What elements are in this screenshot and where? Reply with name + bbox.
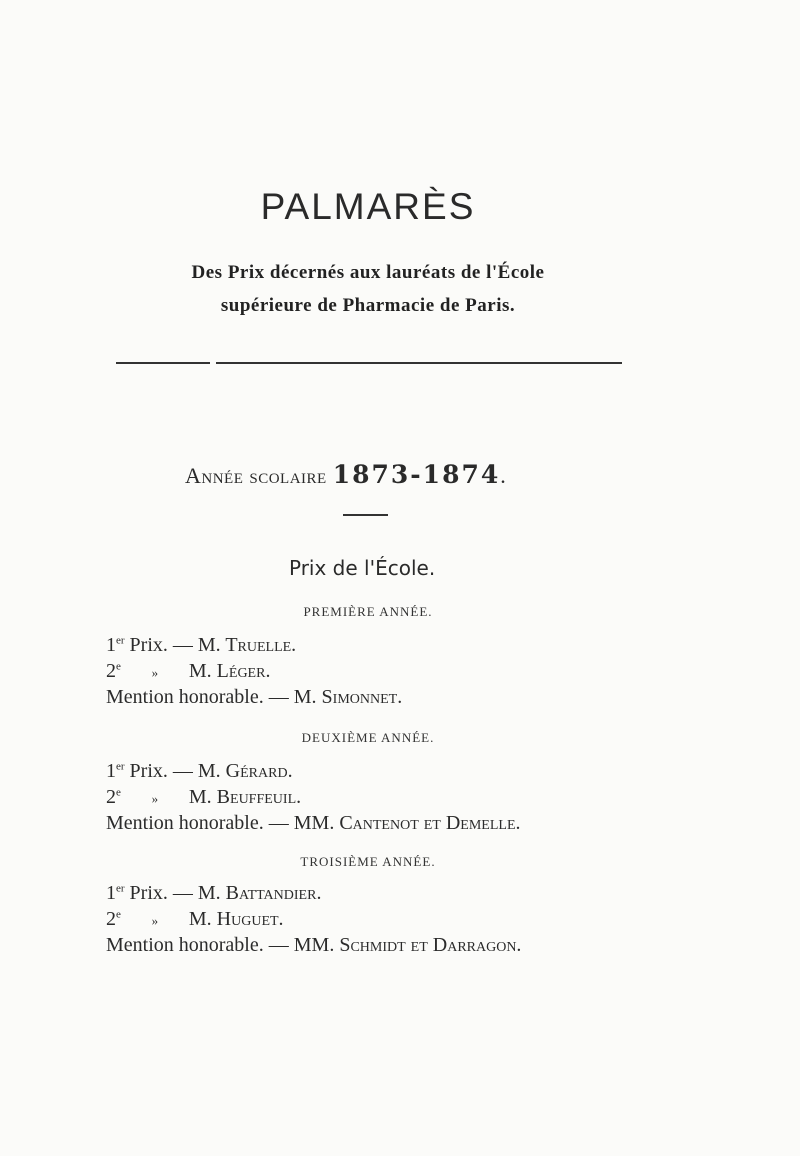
rank-suffix: er (116, 760, 125, 773)
subtitle-line-2: supérieure de Pharmacie de Paris. (220, 295, 516, 316)
divider-gap (210, 359, 216, 367)
rank-suffix: e (116, 660, 121, 673)
laureate-name: M. Simonnet. (293, 686, 403, 708)
laureate-name: MM. Cantenot et Demelle. (293, 812, 521, 834)
short-divider (343, 514, 388, 516)
prize-line (106, 660, 270, 683)
laureate-name: M. Gérard. (197, 760, 293, 782)
laureate-name: M. Beuffeuil. (188, 786, 302, 808)
year-heading-2: DEUXIÈME ANNÉE. (301, 730, 435, 745)
prize-line (106, 812, 521, 835)
laureate-name: M. Léger. (188, 660, 271, 682)
laureate-name: M. Truelle. (197, 634, 297, 656)
laureate-name: M. Huguet. (188, 908, 284, 930)
prize-line (106, 686, 402, 709)
rank-suffix: e (116, 908, 121, 921)
rank-suffix: er (116, 882, 125, 895)
school-year-heading (185, 460, 506, 489)
rank-number: 2 (106, 908, 116, 930)
prize-line (106, 882, 321, 905)
ditto-mark: » (151, 791, 159, 806)
prize-line (106, 908, 284, 931)
prize-line (106, 786, 301, 809)
rank-suffix: er (116, 634, 125, 647)
rank-number: 2 (106, 660, 116, 682)
rank-number: 1 (106, 760, 116, 782)
laureate-name: M. Battandier. (197, 882, 322, 904)
year-heading-1: PREMIÈRE ANNÉE. (303, 604, 433, 619)
subtitle-line-1: Des Prix décernés aux lauréats de l'École (191, 262, 545, 283)
rank-suffix: e (116, 786, 121, 799)
prize-label: Mention honorable. — (106, 934, 289, 956)
school-year-value: 1873-1874 (332, 460, 501, 489)
prize-label: Mention honorable. — (106, 812, 289, 834)
prize-line (106, 634, 296, 657)
prize-label: Prix. — (129, 634, 193, 656)
ditto-mark: » (151, 913, 159, 928)
prize-line (106, 760, 293, 783)
prize-label: Prix. — (129, 882, 193, 904)
year-heading-3: TROISIÈME ANNÉE. (300, 854, 436, 869)
rank-number: 1 (106, 882, 116, 904)
ditto-mark: » (151, 665, 159, 680)
rank-number: 2 (106, 786, 116, 808)
rank-number: 1 (106, 634, 116, 656)
school-year-label: Année scolaire (185, 463, 327, 488)
laureate-name: MM. Schmidt et Darragon. (293, 934, 522, 956)
page-title: PALMARÈS (260, 186, 476, 227)
prize-line (106, 934, 521, 957)
school-year-dot: . (500, 463, 507, 488)
prize-label: Prix. — (129, 760, 193, 782)
section-title: Prix de l'École. (289, 556, 436, 580)
divider-rule (116, 362, 622, 364)
prize-label: Mention honorable. — (106, 686, 289, 708)
